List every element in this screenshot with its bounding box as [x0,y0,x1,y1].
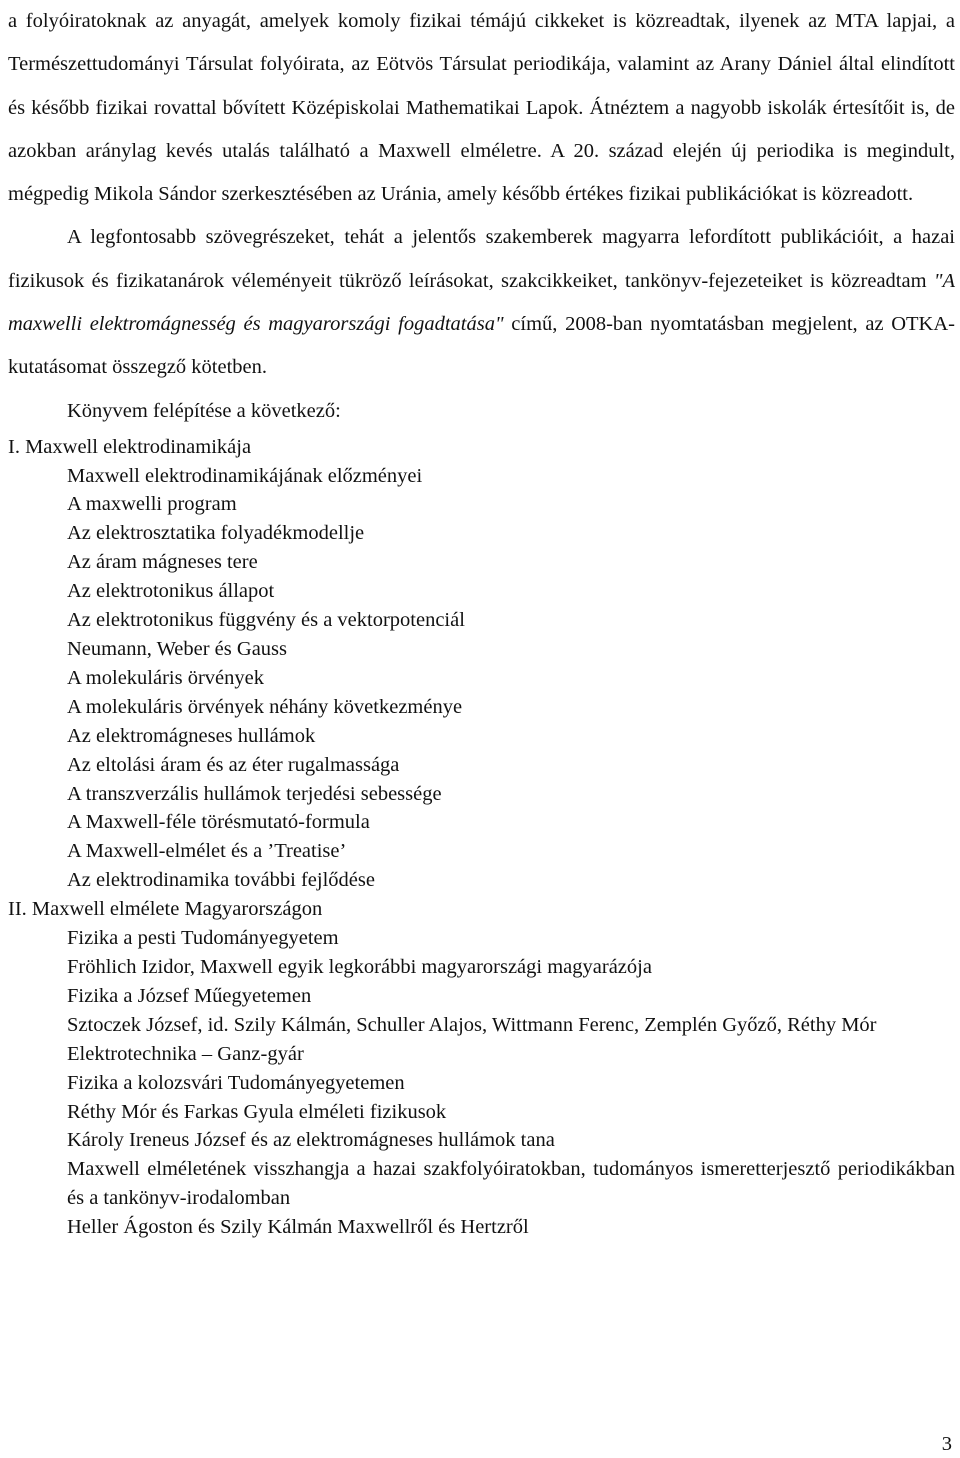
toc-item: A Maxwell-elmélet és a ’Treatise’ [67,840,347,863]
toc-part-2-title: II. Maxwell elmélete Magyarországon [8,898,323,921]
toc-item: Elektrotechnika – Ganz-gyár [67,1042,304,1065]
toc-item: Fizika a József Műegyetemen [67,984,312,1007]
page-number: 3 [941,1433,952,1455]
toc-item: Sztoczek József, id. Szily Kálmán, Schuller Alajos, Wittmann Ferenc, Zemplén Győző, Réthy Mór [67,1013,877,1036]
toc-item: A maxwelli program [67,493,237,516]
table-of-contents [8,433,955,1242]
toc-item: Fröhlich Izidor, Maxwell egyik legkorábbi magyarországi magyarázója [67,955,652,978]
paragraph-2-text-before: A legfontosabb szövegrészeket, tehát a jelentős szakemberek magyarra lefordított publikációit, a hazai fizikusok és fizikatanárok véleményeit tükröző leírásokat, szakcikkeiket, tankönyv-fejezeteiket is közreadtam [8,226,955,292]
toc-item: Fizika a pesti Tudományegyetem [67,927,339,950]
body-paragraph-2 [8,216,955,389]
toc-item: A transzverzális hullámok terjedési sebessége [67,782,442,805]
toc-item: Fizika a kolozsvári Tudományegyetemen [67,1071,405,1094]
structure-heading: Könyvem felépítése a következő: [67,399,341,422]
toc-item: Maxwell elektrodinamikájának előzményei [67,464,423,487]
toc-item: Károly Ireneus József és az elektromágneses hullámok tana [67,1129,555,1152]
toc-item: A molekuláris örvények [67,666,264,689]
body-paragraph-1: a folyóiratoknak az anyagát, amelyek komoly fizikai témájú cikkeket is közreadtak, ilyenek az MTA lapjai, a Természettudományi Társulat folyóirata, az Eötvös Társulat periodikája, valamint az Arany Dániel által elindított és később fizikai rovattal bővített Középiskolai Mathematikai Lapok. Átnéztem a nagyobb iskolák értesítőit is, de azokban aránylag kevés utalás található a Maxwell elméletre. A 20. század elején új periodika is megindult, mégpedig Mikola Sándor szerkesztésében az Uránia, amely később értékes fizikai publikációkat is közreadott. [8,10,955,206]
toc-item: Heller Ágoston és Szily Kálmán Maxwellről és Hertzről [67,1216,529,1239]
toc-item: Maxwell elméletének visszhangja a hazai szakfolyóiratokban, tudományos ismeretterjesztő periodikákban és a tankönyv-irodalomban [67,1158,955,1210]
book-title: "A maxwelli elektromágnesség és magyarországi fogadtatása" [8,269,955,336]
toc-item: A Maxwell-féle törésmutató-formula [67,811,370,834]
document-page [8,0,955,1242]
toc-item: Az eltolási áram és az éter rugalmassága [67,753,400,776]
toc-item: Az elektrotonikus függvény és a vektorpotenciál [67,609,465,632]
toc-item: Réthy Mór és Farkas Gyula elméleti fizikusok [67,1100,447,1123]
toc-item: Neumann, Weber és Gauss [67,638,287,661]
toc-item: Az elektrotonikus állapot [67,580,275,603]
toc-item: Az elektromágneses hullámok [67,724,316,747]
paragraph-2-text-after: című, 2008-ban nyomtatásban megjelent, az OTKA-kutatásomat összegző kötetben. [8,313,955,379]
toc-item: Az áram mágneses tere [67,551,258,574]
toc-item: Az elektrodinamika további fejlődése [67,869,375,892]
toc-item: A molekuláris örvények néhány következménye [67,695,463,718]
toc-item: Az elektrosztatika folyadékmodellje [67,522,365,545]
toc-part-1-title: I. Maxwell elektrodinamikája [8,435,252,458]
